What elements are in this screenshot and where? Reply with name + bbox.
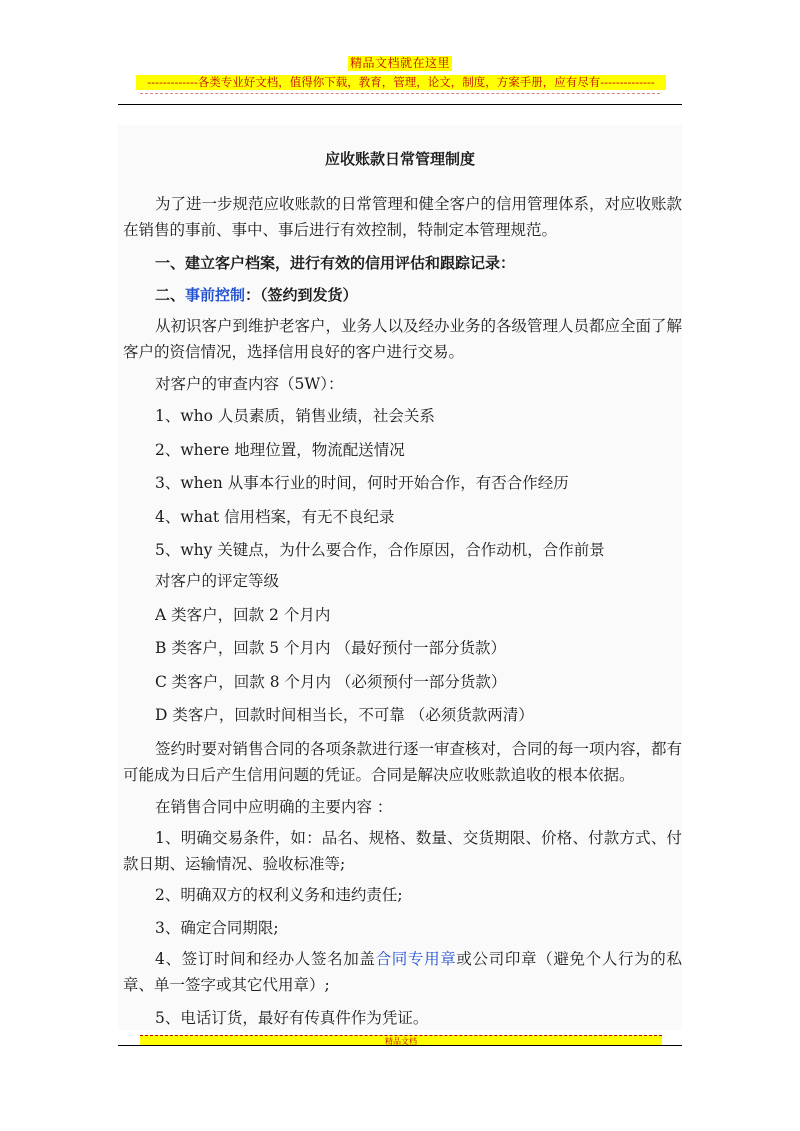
review-title: 对客户的审查内容（5W）： xyxy=(155,375,344,393)
header-divider xyxy=(118,104,682,105)
rating-title: 对客户的评定等级 xyxy=(155,572,280,590)
intro-paragraph: 为了进一步规范应收账款的日常管理和健全客户的信用管理体系，对应收账款在销售的事前、事中、事后进行有效控制，特制定本管理规范。 xyxy=(123,195,683,239)
contract-item: 2、明确双方的权利义务和违约责任; xyxy=(155,886,403,904)
header-banner: -------------各类专业好文档，值得你下载，教育，管理，论文，制度，方案手册，应有尽有-------------- xyxy=(136,75,666,90)
section-heading-1: 一、建立客户档案，进行有效的信用评估和跟踪记录： xyxy=(155,254,516,272)
rating-item: C 类客户，回款 8 个月内 （必须预付一部分货款） xyxy=(155,673,507,691)
contract-item-4-prefix: 4、签订时间和经办人签名加盖 xyxy=(155,950,376,968)
contract-paragraph: 签约时要对销售合同的各项条款进行逐一审查核对，合同的每一项内容，都有可能成为日后产生信用问题的凭证。合同是解决应收账款追收的根本依据。 xyxy=(123,740,683,784)
header-dashed-divider xyxy=(140,93,660,94)
review-item: 4、what 信用档案，有无不良纪录 xyxy=(155,508,395,526)
rating-item: D 类客户，回款时间相当长，不可靠 （必须货款两清） xyxy=(155,706,534,724)
contract-item: 1、明确交易条件，如：品名、规格、数量、交货期限、价格、付款方式、付款日期、运输情况、验收标准等; xyxy=(123,829,682,873)
section-heading-2-prefix: 二、 xyxy=(155,286,186,304)
footer-banner xyxy=(140,1035,662,1045)
section-heading-2-suffix: ：（签约到发货） xyxy=(245,286,358,304)
client-paragraph: 从初识客户到维护老客户，业务人以及经办业务的各级管理人员都应全面了解客户的资信情况，选择信用良好的客户进行交易。 xyxy=(123,317,683,361)
rating-item: A 类客户，回款 2 个月内 xyxy=(155,606,331,624)
page-header xyxy=(118,52,682,90)
rating-item: B 类客户，回款 5 个月内 （最好预付一部分货款） xyxy=(155,639,506,657)
contract-seal-link[interactable]: 合同专用章 xyxy=(375,950,457,968)
contract-item: 5、电话订货，最好有传真件作为凭证。 xyxy=(155,1009,429,1027)
review-item: 3、when 从事本行业的时间，何时开始合作，有否合作经历 xyxy=(155,474,569,492)
section-heading-2 xyxy=(155,285,358,305)
contract-item xyxy=(123,946,682,998)
contract-item-4-suffix: 或公司印章（避免个人行为的私章、单一签字或其它代用章）; xyxy=(123,950,682,994)
header-tagline: 精品文档就在这里 xyxy=(349,56,450,70)
document-title: 应收账款日常管理制度 xyxy=(324,150,475,168)
contract-title: 在销售合同中应明确的主要内容 ： xyxy=(155,798,393,816)
review-item: 1、who 人员素质，销售业绩，社会关系 xyxy=(155,407,435,425)
contract-item: 3、确定合同期限; xyxy=(155,919,279,937)
pre-control-link[interactable]: 事前控制 xyxy=(185,286,246,304)
footer-text: 精品文档 xyxy=(385,1037,417,1045)
review-item: 5、why 关键点，为什么要合作，合作原因，合作动机，合作前景 xyxy=(155,541,605,559)
review-item: 2、where 地理位置，物流配送情况 xyxy=(155,441,405,459)
footer-divider xyxy=(118,1045,682,1046)
